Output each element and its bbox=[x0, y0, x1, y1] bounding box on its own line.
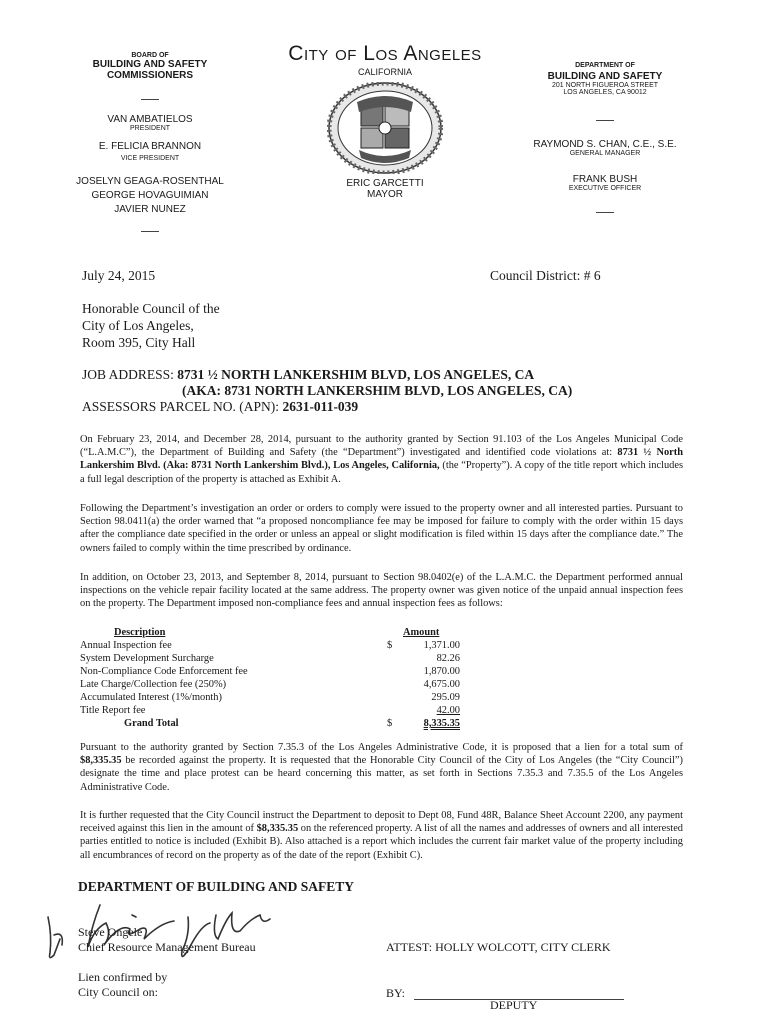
job-address: 8731 ½ NORTH LANKERSHIM BLVD, LOS ANGELES, CA bbox=[177, 367, 535, 382]
apn-label: ASSESSORS PARCEL NO. (APN): bbox=[82, 399, 283, 414]
fee-row bbox=[80, 639, 460, 652]
dept-title: BUILDING AND SAFETY bbox=[547, 71, 663, 82]
fee-amount: 1,870.00 bbox=[423, 666, 460, 677]
mayor-title: MAYOR bbox=[367, 189, 403, 200]
fee-row bbox=[80, 691, 460, 704]
mayor-name: ERIC GARCETTI bbox=[346, 178, 424, 189]
fee-description: System Development Surcharge bbox=[80, 653, 214, 664]
president-title: PRESIDENT bbox=[129, 125, 171, 132]
paragraph-3: In addition, on October 23, 2013, and September 8, 2014, pursuant to Section 98.0402(e) of the L.A.M.C. the Department performed annual inspections on the vehicle repair facility located at the same address. The property owner was given notice of the unpaid annual inspection fees on the property. The Department imposed non-compliance fees and annual inspection fees as follows: bbox=[80, 572, 683, 610]
fee-rows bbox=[80, 639, 460, 717]
divider bbox=[596, 212, 614, 213]
job-aka: (AKA: 8731 NORTH LANKERSHIM BLVD, LOS ANGELES, CA) bbox=[182, 383, 573, 398]
lien-block bbox=[78, 970, 167, 1000]
apn-value: 2631-011-039 bbox=[282, 399, 359, 414]
text: On February 23, 2014, and December 28, 2014, pursuant to the authority granted by Section 91.103 of the Los Angeles Municipal Code (“L.A.M.C”), the Department of Building and Safety (the “Department”) investigated and identified code violations at: bbox=[80, 434, 683, 459]
by-label: BY: bbox=[386, 986, 405, 1000]
fee-description: Non-Compliance Code Enforcement fee bbox=[80, 666, 248, 677]
mayor-block bbox=[305, 178, 465, 200]
addressee bbox=[82, 300, 220, 351]
text-bold: $8,335.35 bbox=[80, 755, 122, 767]
amount-header: Amount bbox=[403, 627, 440, 638]
eo-title: EXECUTIVE OFFICER bbox=[568, 185, 642, 192]
fee-amount: 4,675.00 bbox=[423, 679, 460, 690]
paragraph-5 bbox=[80, 809, 683, 862]
addressee-line: Honorable Council of the bbox=[82, 301, 220, 316]
eo-name: FRANK BUSH bbox=[572, 174, 638, 185]
divider bbox=[141, 99, 159, 100]
fee-row bbox=[80, 652, 460, 665]
city-title: City of Los Angeles bbox=[288, 42, 482, 65]
divider bbox=[596, 120, 614, 121]
addressee-line: City of Los Angeles, bbox=[82, 318, 194, 333]
vp-title: VICE PRESIDENT bbox=[120, 155, 180, 162]
president-name: VAN AMBATIELOS bbox=[107, 114, 193, 125]
fee-row bbox=[80, 678, 460, 691]
text: It is further requested that the City Council instruct the Department to deposit to Dept 08, Fund 48R, Balance Sheet Account 2200, any payment received against this lien in the amount of bbox=[80, 810, 683, 835]
fee-description: Accumulated Interest (1%/month) bbox=[80, 692, 222, 703]
dept-block bbox=[510, 62, 700, 213]
fee-amount: 295.09 bbox=[431, 692, 460, 703]
gm-name: RAYMOND S. CHAN, C.E., S.E. bbox=[533, 139, 677, 150]
city-seal-icon bbox=[327, 82, 443, 174]
grand-total-amount: 8,335.35 bbox=[423, 718, 460, 729]
lien-line-1: Lien confirmed by bbox=[78, 970, 168, 984]
dept-city-zip: LOS ANGELES, CA 90012 bbox=[563, 89, 647, 96]
dept-label: DEPARTMENT OF bbox=[575, 62, 635, 69]
board-title-1: BUILDING AND SAFETY bbox=[92, 59, 208, 70]
signer-name: Steve Ongele bbox=[78, 925, 143, 939]
signer-title: Chief Resource Management Bureau bbox=[78, 940, 256, 954]
board-label: BOARD OF bbox=[131, 52, 169, 59]
divider bbox=[141, 231, 159, 232]
member-3: JAVIER NUNEZ bbox=[114, 204, 186, 215]
addressee-line: Room 395, City Hall bbox=[82, 335, 196, 350]
grand-total-label: Grand Total bbox=[124, 718, 179, 729]
council-district: Council District: # 6 bbox=[490, 268, 601, 283]
board-title-2: COMMISSIONERS bbox=[106, 70, 194, 81]
vp-name: E. FELICIA BRANNON bbox=[98, 141, 202, 152]
text: Pursuant to the authority granted by Section 7.35.3 of the Los Angeles Administrative Code, it is proposed that a lien for a total sum of bbox=[80, 742, 683, 753]
lien-line-2: City Council on: bbox=[78, 985, 159, 999]
text: on the referenced property. A list of all the names and addresses of owners and all interested parties entitled to notice is included (Exhibit B). Also attached is a report which includes the current fair market value of the property including all encumbrances of record on the property as of the date of the report (Exhibit C). bbox=[80, 823, 683, 861]
text-bold: 8731 ½ North Lankershim Blvd. (Aka: 8731 North Lankershim Blvd.), Los Angeles, California, bbox=[80, 447, 683, 472]
grand-total-row bbox=[80, 717, 460, 730]
paragraph-4 bbox=[80, 741, 683, 794]
fee-description: Late Charge/Collection fee (250%) bbox=[80, 679, 227, 690]
deputy-label: DEPUTY bbox=[490, 998, 538, 1012]
text-bold: $8,335.35 bbox=[256, 823, 299, 835]
text: (the “Property”). A copy of the title report which includes a full legal description of the property is attached as Exhibit A. bbox=[80, 460, 684, 485]
desc-header: Description bbox=[114, 627, 166, 638]
dept-street: 201 NORTH FIGUEROA STREET bbox=[551, 82, 659, 89]
state-label: CALIFORNIA bbox=[357, 67, 412, 77]
letter-date: July 24, 2015 bbox=[82, 268, 156, 283]
paragraph-1 bbox=[80, 433, 683, 486]
gm-title: GENERAL MANAGER bbox=[569, 150, 641, 157]
currency: $ bbox=[387, 640, 393, 651]
job-address-label: JOB ADDRESS: bbox=[82, 367, 178, 382]
dept-heading: DEPARTMENT OF BUILDING AND SAFETY bbox=[78, 879, 355, 894]
fee-amount: 82.26 bbox=[436, 653, 460, 664]
city-block bbox=[255, 42, 515, 77]
fee-amount: 42.00 bbox=[436, 705, 460, 716]
signer-block bbox=[78, 925, 256, 955]
fee-row bbox=[80, 665, 460, 678]
fee-row bbox=[80, 704, 460, 717]
fee-description: Annual Inspection fee bbox=[80, 640, 172, 651]
member-1: JOSELYN GEAGA-ROSENTHAL bbox=[76, 176, 224, 187]
attest-line: ATTEST: HOLLY WOLCOTT, CITY CLERK bbox=[386, 940, 611, 954]
fee-description: Title Report fee bbox=[80, 705, 146, 716]
paragraph-2: Following the Department’s investigation an order or orders to comply were issued to the property owner and all interested parties. Pursuant to Section 98.0411(a) the order warned that “a proposed noncompliance fee may be imposed for failure to comply with the order within 15 days after the compliance date specified in the order or unless an appeal or slight modification is filed within 15 days after the compliance date.” The owners failed to comply within the time prescribed by ordinance. bbox=[80, 503, 683, 554]
board-block bbox=[60, 52, 240, 232]
fee-amount: 1,371.00 bbox=[423, 640, 460, 651]
currency: $ bbox=[387, 718, 393, 729]
fees-table bbox=[80, 626, 460, 730]
job-address-block bbox=[82, 367, 722, 415]
text: be recorded against the property. It is requested that the Honorable City Council of the City of Los Angeles (the “City Council”) designate the time and place protest can be heard concerning this matter, as set forth in Sections 7.35.3 and 7.35.5 of the Los Angeles Administrative Code. bbox=[80, 755, 683, 793]
member-2: GEORGE HOVAGUIMIAN bbox=[91, 190, 209, 201]
